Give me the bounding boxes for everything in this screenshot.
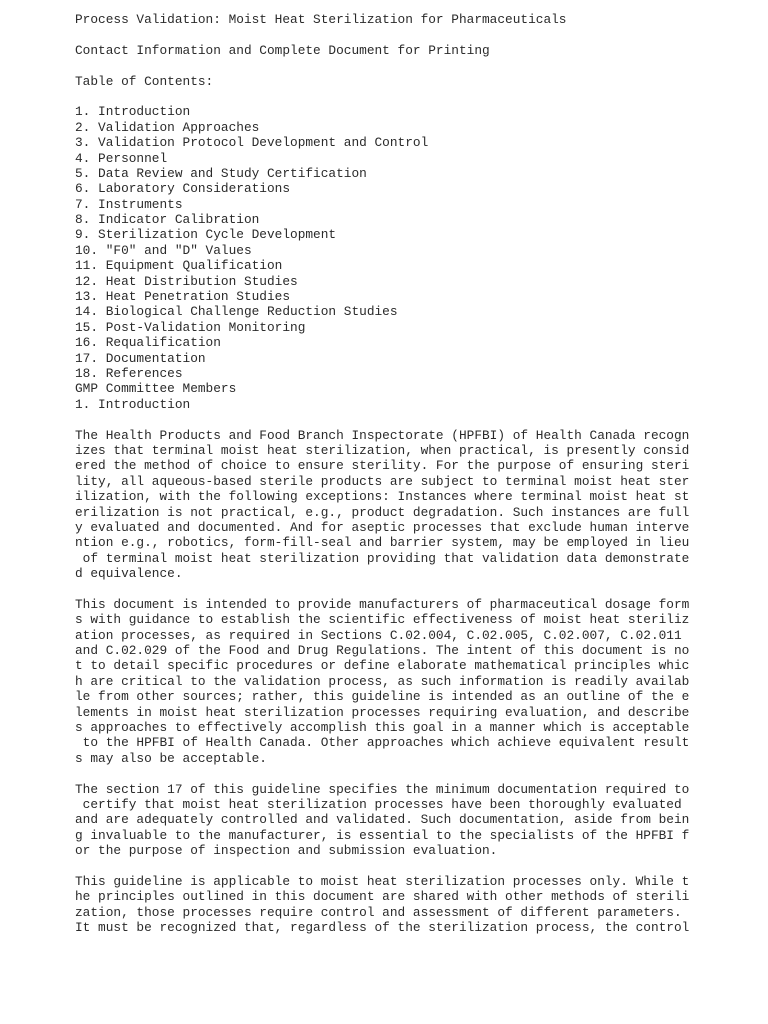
paragraph-spacer xyxy=(75,581,685,596)
spacer xyxy=(75,27,685,42)
toc-item[interactable]: 4. Personnel xyxy=(75,150,168,166)
paragraph-line: This document is intended to provide manufacturers of pharmaceutical dosage form xyxy=(75,596,690,612)
paragraph-line: ntion e.g., robotics, form-fill-seal and barrier system, may be employed in lieu xyxy=(75,535,690,551)
paragraph xyxy=(75,873,690,936)
paragraph-spacer xyxy=(75,766,685,781)
paragraph-line: certify that moist heat sterilization processes have been thoroughly evaluated xyxy=(75,796,682,812)
paragraph-line: The section 17 of this guideline specifies the minimum documentation required to xyxy=(75,781,690,797)
contact-link[interactable]: Contact Information and Complete Document for Printing xyxy=(75,42,490,58)
toc-item[interactable]: 17. Documentation xyxy=(75,350,206,366)
paragraph xyxy=(75,596,690,766)
spacer xyxy=(75,58,685,73)
paragraph-line: or the purpose of inspection and submission evaluation. xyxy=(75,843,498,859)
toc-item[interactable]: 11. Equipment Qualification xyxy=(75,258,283,274)
paragraph-line: s may also be acceptable. xyxy=(75,750,267,766)
toc-item[interactable]: 7. Instruments xyxy=(75,196,183,212)
paragraph-line: le from other sources; rather, this guideline is intended as an outline of the e xyxy=(75,689,690,705)
toc-item[interactable]: 1. Introduction xyxy=(75,104,191,120)
paragraph-line: izes that terminal moist heat sterilization, when practical, is presently consid xyxy=(75,442,690,458)
document-page xyxy=(75,12,690,936)
paragraph-line: to the HPFBI of Health Canada. Other approaches which achieve equivalent result xyxy=(75,735,690,751)
toc-item[interactable]: 3. Validation Protocol Development and Control xyxy=(75,135,429,151)
toc-item[interactable]: 2. Validation Approaches xyxy=(75,119,260,135)
paragraph-spacer xyxy=(75,858,685,873)
paragraph-line: ation processes, as required in Sections C.02.004, C.02.005, C.02.007, C.02.011 xyxy=(75,627,682,643)
toc-item[interactable]: 6. Laboratory Considerations xyxy=(75,181,291,197)
table-of-contents xyxy=(75,104,685,396)
toc-item[interactable]: GMP Committee Members xyxy=(75,381,237,397)
toc-item[interactable]: 8. Indicator Calibration xyxy=(75,212,260,228)
paragraph-line: d equivalence. xyxy=(75,566,183,582)
toc-item[interactable]: 15. Post-Validation Monitoring xyxy=(75,319,306,335)
toc-item[interactable]: 13. Heat Penetration Studies xyxy=(75,289,291,305)
paragraph xyxy=(75,781,690,859)
paragraph-line: and C.02.029 of the Food and Drug Regulations. The intent of this document is no xyxy=(75,643,690,659)
toc-item[interactable]: 14. Biological Challenge Reduction Studies xyxy=(75,304,398,320)
paragraph xyxy=(75,427,690,582)
paragraph-line: he principles outlined in this document are shared with other methods of sterili xyxy=(75,889,690,905)
toc-item[interactable]: 18. References xyxy=(75,365,183,381)
paragraph-spacer xyxy=(75,412,685,427)
paragraph-line: The Health Products and Food Branch Inspectorate (HPFBI) of Health Canada recogn xyxy=(75,427,690,443)
toc-item[interactable]: 12. Heat Distribution Studies xyxy=(75,273,298,289)
paragraph-line: ered the method of choice to ensure sterility. For the purpose of ensuring steri xyxy=(75,458,690,474)
paragraph-line: s approaches to effectively accomplish this goal in a manner which is acceptable xyxy=(75,719,690,735)
paragraph-line: and are adequately controlled and validated. Such documentation, aside from bein xyxy=(75,812,690,828)
paragraph-line: erilization is not practical, e.g., product degradation. Such instances are full xyxy=(75,504,690,520)
paragraph-line: This guideline is applicable to moist heat sterilization processes only. While t xyxy=(75,873,690,889)
paragraph-line: of terminal moist heat sterilization providing that validation data demonstrate xyxy=(75,550,690,566)
paragraph-line: s with guidance to establish the scientific effectiveness of moist heat steriliz xyxy=(75,612,690,628)
toc-heading: Table of Contents: xyxy=(75,73,214,89)
toc-item[interactable]: 9. Sterilization Cycle Development xyxy=(75,227,337,243)
document-title: Process Validation: Moist Heat Sterilization for Pharmaceuticals xyxy=(75,12,567,27)
paragraph-line: g invaluable to the manufacturer, is essential to the specialists of the HPFBI f xyxy=(75,827,690,843)
spacer xyxy=(75,89,685,104)
paragraph-line: lements in moist heat sterilization processes requiring evaluation, and describe xyxy=(75,704,690,720)
section-heading: 1. Introduction xyxy=(75,396,191,412)
paragraph-line: h are critical to the validation process, as such information is readily availab xyxy=(75,673,690,689)
paragraph-line: zation, those processes require control and assessment of different parameters. xyxy=(75,904,682,920)
document-body xyxy=(75,412,690,936)
paragraph-line: t to detail specific procedures or define elaborate mathematical principles whic xyxy=(75,658,690,674)
paragraph-line: lity, all aqueous-based sterile products are subject to terminal moist heat ster xyxy=(75,473,690,489)
toc-item[interactable]: 10. "F0" and "D" Values xyxy=(75,242,252,258)
paragraph-line: ilization, with the following exceptions: Instances where terminal moist heat st xyxy=(75,489,690,505)
paragraph-line: It must be recognized that, regardless of the sterilization process, the control xyxy=(75,920,690,936)
paragraph-line: y evaluated and documented. And for aseptic processes that exclude human interve xyxy=(75,519,690,535)
toc-item[interactable]: 16. Requalification xyxy=(75,335,221,351)
toc-item[interactable]: 5. Data Review and Study Certification xyxy=(75,165,367,181)
